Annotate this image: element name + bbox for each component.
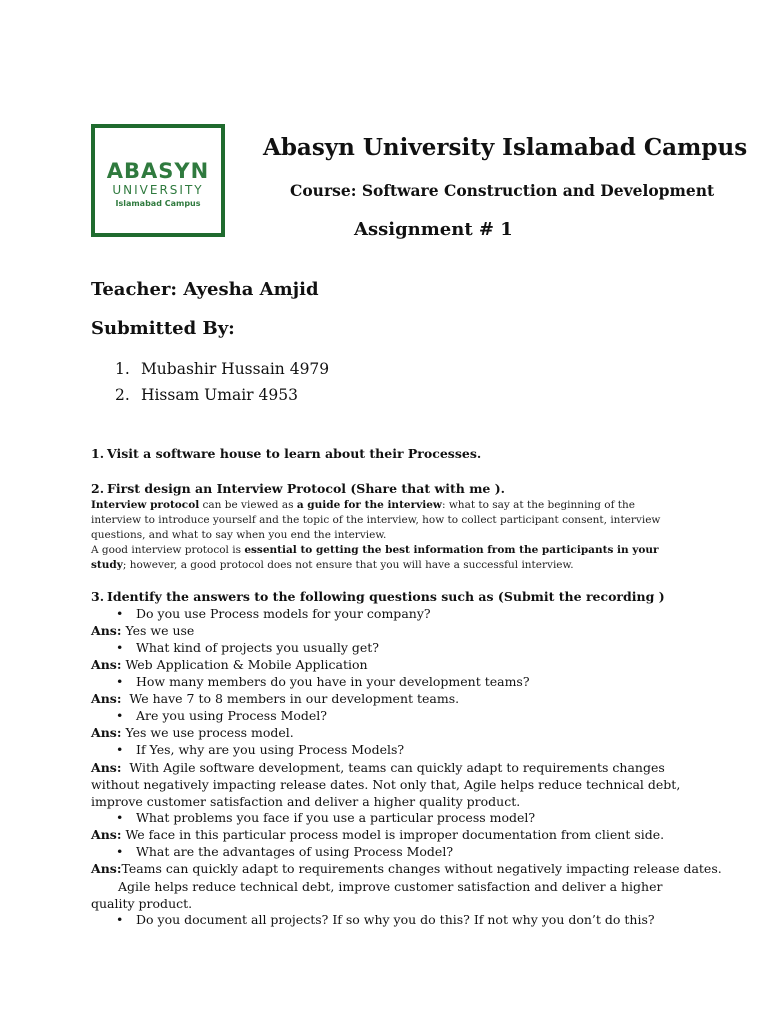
protocol-term: Interview protocol — [91, 499, 200, 511]
course-title: Course: Software Construction and Development — [290, 181, 715, 200]
ans-label: Ans: — [91, 827, 122, 842]
answer-continuation: Agile helps reduce technical debt, improve customer satisfaction and deliver a higher quality product. — [91, 879, 663, 911]
question-1 — [91, 446, 481, 461]
member-item — [115, 360, 329, 378]
ans-label: Ans: — [91, 657, 122, 672]
interview-question — [116, 708, 327, 723]
interview-answer — [91, 759, 691, 810]
interview-answer — [91, 827, 664, 842]
interview-answer — [91, 623, 194, 638]
ans-label: Ans: — [91, 725, 122, 740]
interview-answer — [91, 691, 459, 706]
interview-answer — [91, 657, 368, 672]
bullet-icon: • — [116, 606, 124, 621]
question-text: Do you document all projects? If so why you do this? If not why you don’t do this? — [136, 912, 655, 927]
protocol-paragraph-1 — [91, 498, 681, 543]
answer-text: Web Application & Mobile Application — [125, 657, 368, 672]
question-text: What kind of projects you usually get? — [136, 640, 379, 655]
protocol-paragraph-2 — [91, 543, 681, 573]
bullet-icon: • — [116, 844, 124, 859]
question-text: What are the advantages of using Process Model? — [136, 844, 454, 859]
answer-text: Yes we use process model. — [125, 725, 294, 740]
ans-label: Ans: — [91, 861, 122, 876]
interview-question — [116, 606, 431, 621]
logo-sub: UNIVERSITY — [112, 183, 204, 197]
question-text: If Yes, why are you using Process Models? — [136, 742, 405, 757]
question-text: Are you using Process Model? — [136, 708, 328, 723]
answer-text: We face in this particular process model is improper documentation from client side. — [125, 827, 665, 842]
university-title: Abasyn University Islamabad Campus — [263, 134, 748, 161]
interview-question — [116, 912, 655, 927]
answer-text: Teams can quickly adapt to requirements changes without negatively impacting release dates. — [121, 861, 722, 876]
question-text: Visit a software house to learn about their Processes. — [107, 446, 482, 461]
interview-question — [116, 810, 535, 825]
interview-answer — [91, 861, 722, 876]
member-name: Mubashir Hussain 4979 — [140, 360, 330, 378]
interview-question — [116, 844, 453, 859]
ans-label: Ans: — [91, 691, 122, 706]
logo-name: ABASYN — [106, 159, 210, 183]
ans-label: Ans: — [91, 623, 122, 638]
question-2 — [91, 481, 505, 496]
ans-label: Ans: — [91, 760, 122, 775]
member-name: Hissam Umair 4953 — [140, 386, 298, 404]
interview-answer — [91, 725, 294, 740]
bullet-icon: • — [116, 674, 124, 689]
question-3 — [91, 589, 665, 604]
member-number: 2. — [115, 386, 130, 404]
bullet-icon: • — [116, 640, 124, 655]
question-text: First design an Interview Protocol (Share that with me ). — [107, 481, 506, 496]
protocol-emphasis: a guide for the interview — [296, 499, 442, 511]
question-number: 3. — [91, 589, 105, 604]
submitted-by-heading: Submitted By: — [91, 318, 235, 339]
teacher-heading: Teacher: Ayesha Amjid — [91, 279, 319, 300]
member-item — [115, 386, 298, 404]
protocol-emphasis: essential to getting the best information from the participants in your study — [91, 544, 659, 571]
question-number: 1. — [91, 446, 105, 461]
question-text: How many members do you have in your development teams? — [136, 674, 530, 689]
answer-text: With Agile software development, teams can quickly adapt to requirements changes without negatively impacting release dates. Not only that, Agile helps reduce technical debt, improve customer satisfaction and deliver a higher quality product. — [91, 760, 685, 809]
logo-campus: Islamabad Campus — [115, 199, 201, 208]
interview-question — [116, 742, 404, 757]
bullet-icon: • — [116, 742, 124, 757]
text-span: A good interview protocol is — [91, 544, 245, 556]
interview-question — [116, 674, 530, 689]
interview-question — [116, 640, 379, 655]
bullet-icon: • — [116, 708, 124, 723]
text-span: ; however, a good protocol does not ensure that you will have a successful interview. — [122, 559, 574, 571]
university-logo — [91, 124, 225, 237]
bullet-icon: • — [116, 912, 124, 927]
question-text: Do you use Process models for your company? — [136, 606, 431, 621]
question-text: Identify the answers to the following questions such as (Submit the recording ) — [107, 589, 665, 604]
bullet-icon: • — [116, 810, 124, 825]
text-span: can be viewed as — [199, 499, 297, 511]
assignment-title: Assignment # 1 — [354, 219, 513, 240]
question-text: What problems you face if you use a particular process model? — [136, 810, 536, 825]
member-number: 1. — [115, 360, 130, 378]
text-span: : what to say at the beginning of the interview to introduce yourself and the topic of the interview, how to collect participant consent, interview questions, and what to say when you end the interview. — [91, 499, 661, 541]
answer-text: Yes we use — [125, 623, 195, 638]
question-number: 2. — [91, 481, 105, 496]
answer-text: We have 7 to 8 members in our development teams. — [121, 691, 460, 706]
